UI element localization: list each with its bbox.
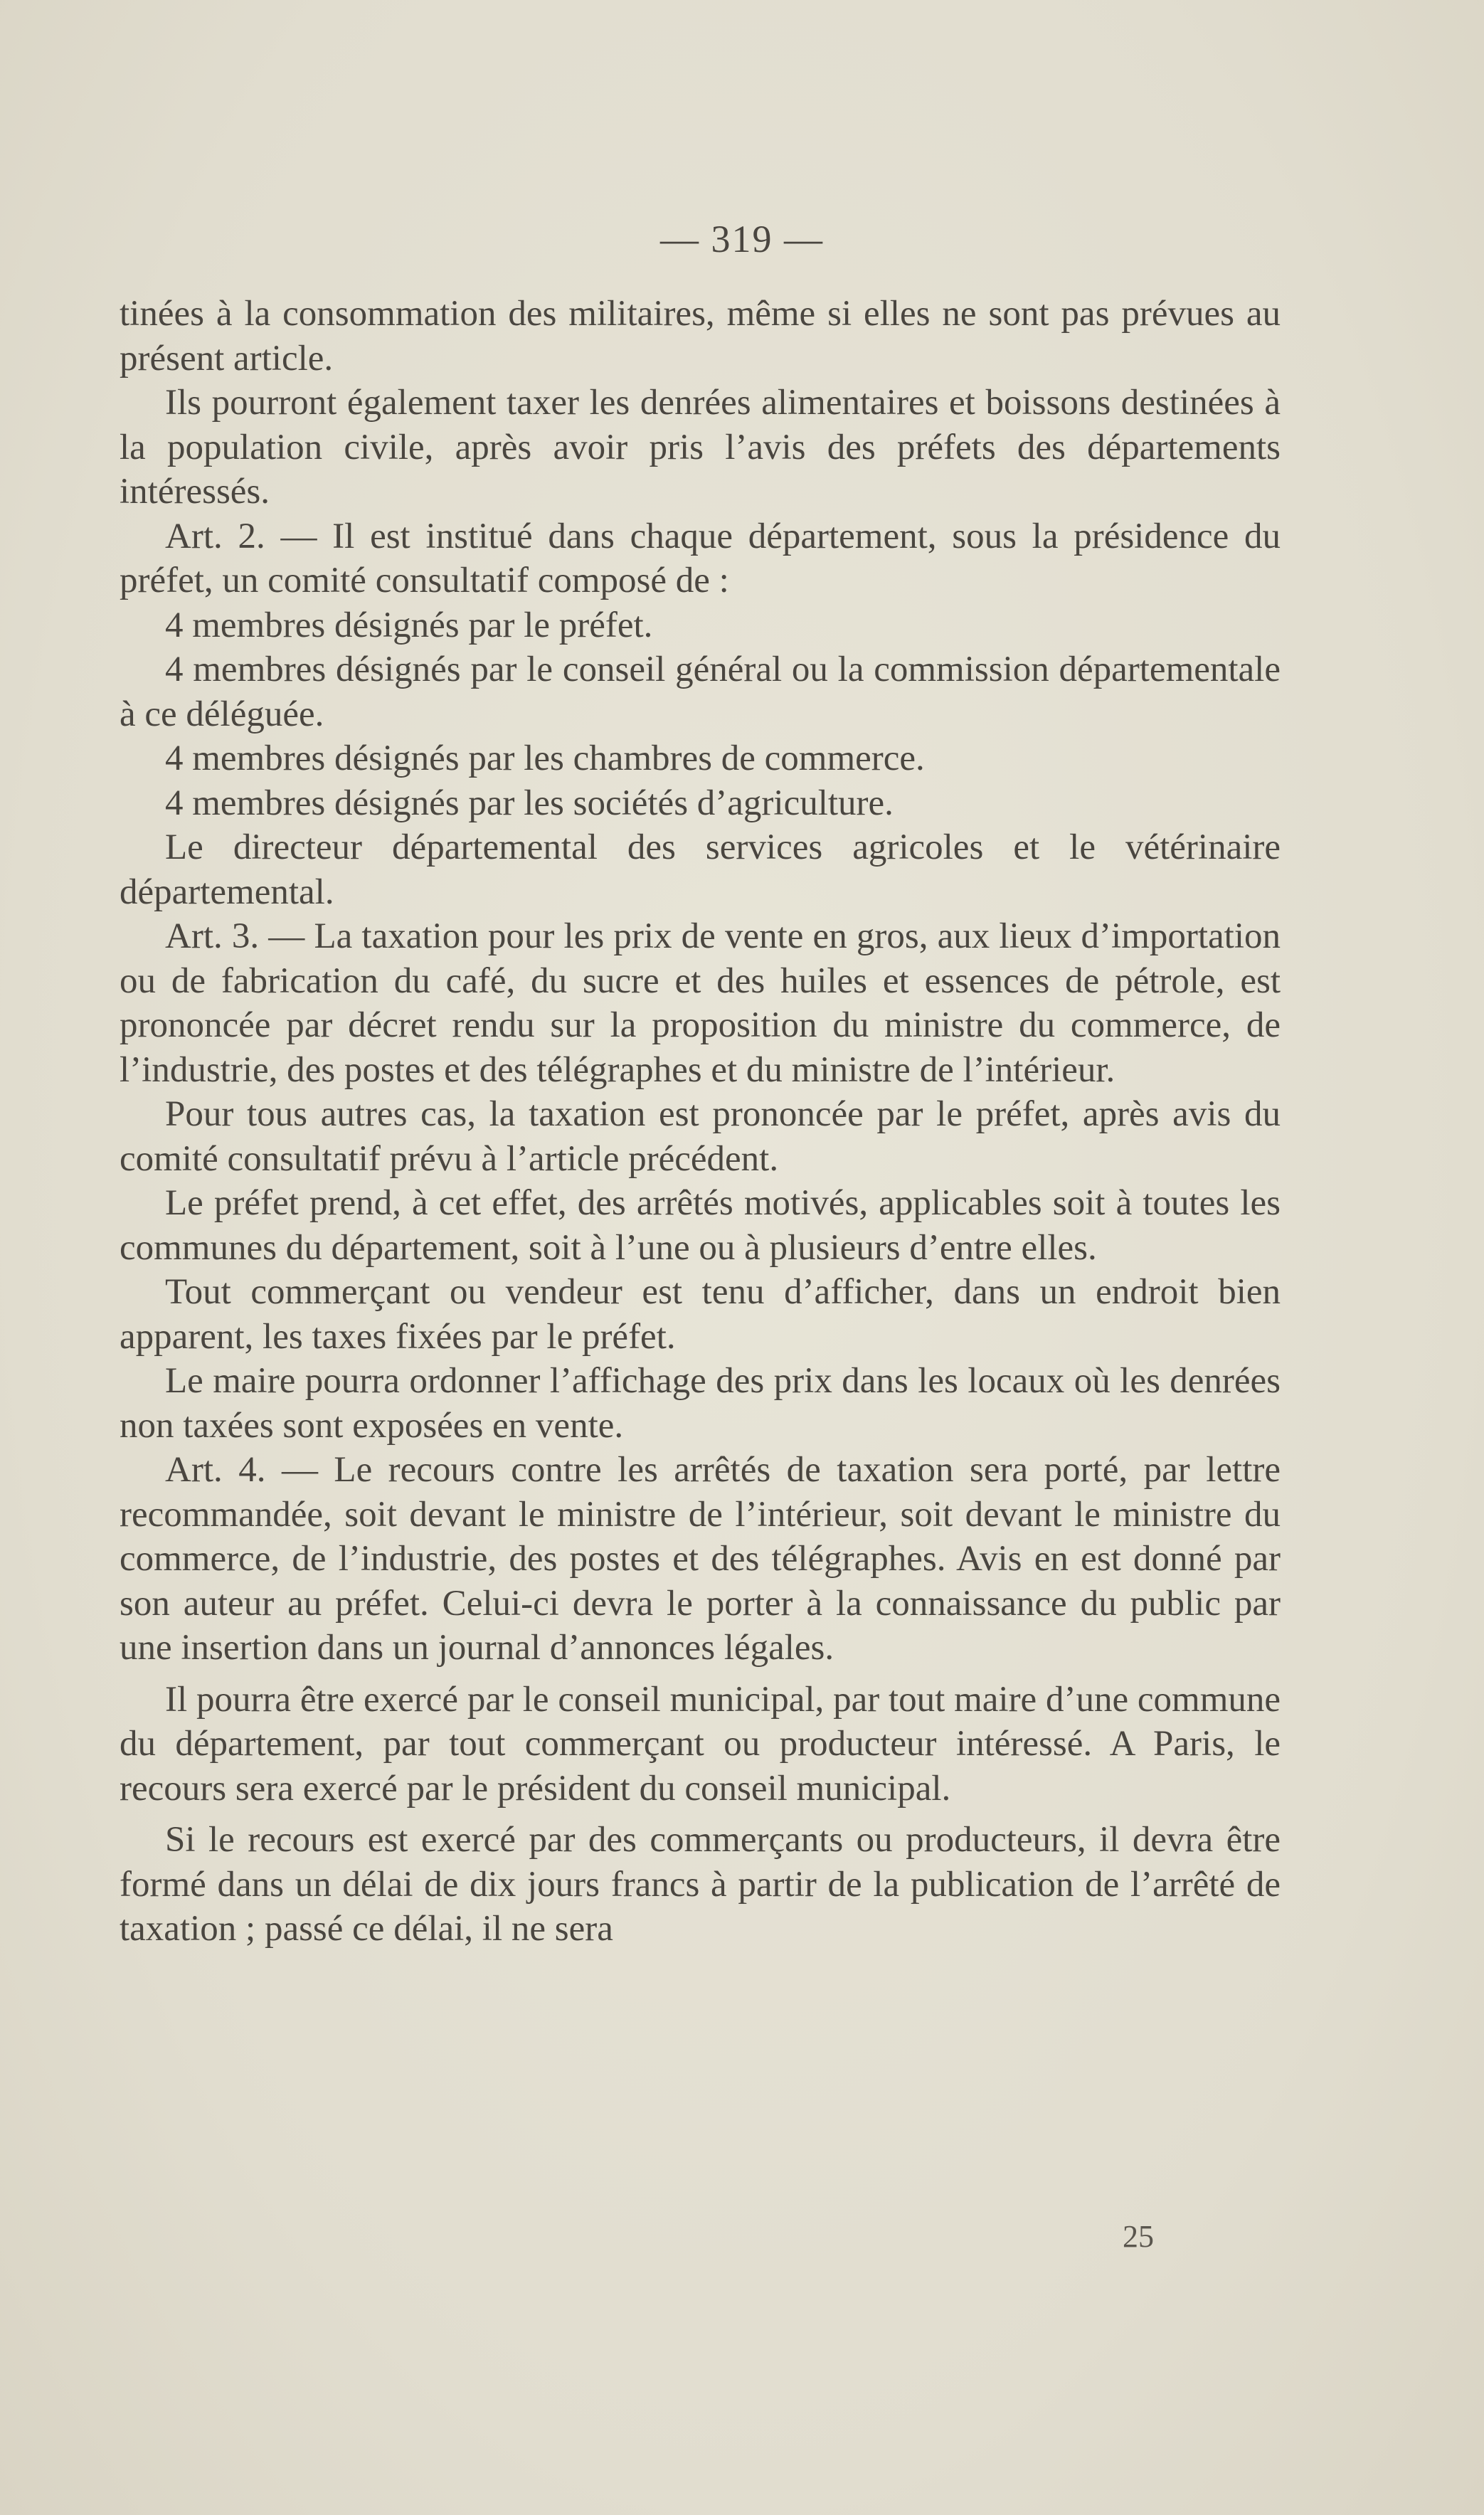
- paragraph-gap: [120, 1811, 1281, 1818]
- article-3-paragraph: Art. 3. — La taxation pour les prix de vente en gros, aux lieux d’importation ou de fabrication du café, du sucre et des huiles et essences de pétrole, est prononcée par décret rendu sur la proposition du ministre du commerce, de l’industrie, des postes et des télégraphes et du ministre de l’intérieur.: [120, 916, 1281, 1090]
- article-4-paragraph: Art. 4. — Le recours contre les arrêtés de taxation sera porté, par lettre recommandée, soit devant le ministre de l’intérieur, soit devant le ministre du commerce, de l’industrie, des postes et des télégraphes. Avis en est donné par son auteur au préfet. Celui-ci devra le porter à la connaissance du public par une insertion dans un journal d’annonces légales.: [120, 1450, 1281, 1668]
- paragraph: Pour tous autres cas, la taxation est prononcée par le préfet, après avis du comité consultatif prévu à l’article précédent.: [120, 1094, 1281, 1179]
- paragraph: tinées à la consommation des militaires, même si elles ne sont pas prévues au présent article.: [120, 294, 1281, 378]
- paragraph: Ils pourront également taxer les denrées alimentaires et boissons destinées à la population civile, après avoir pris l’avis des préfets des départements intéressés.: [120, 383, 1281, 512]
- list-item: 4 membres désignés par les chambres de commerce.: [165, 738, 925, 778]
- list-item: 4 membres désignés par les sociétés d’agriculture.: [165, 783, 894, 823]
- list-item: 4 membres désignés par le préfet.: [165, 605, 653, 645]
- paragraph-gap: [120, 1671, 1281, 1678]
- page-number: — 319 —: [660, 218, 824, 260]
- paragraph: Le préfet prend, à cet effet, des arrêtés motivés, applicables soit à toutes les communes du département, soit à l’une ou à plusieurs d’entre elles.: [120, 1183, 1281, 1268]
- article-2-paragraph: Art. 2. — Il est institué dans chaque département, sous la présidence du préfet, un comité consultatif composé de :: [120, 516, 1281, 600]
- paragraph: Tout commerçant ou vendeur est tenu d’afficher, dans un endroit bien apparent, les taxes fixées par le préfet.: [120, 1272, 1281, 1357]
- paragraph: Le maire pourra ordonner l’affichage des prix dans les locaux où les denrées non taxées sont exposées en vente.: [120, 1361, 1281, 1446]
- signature-mark: 25: [1123, 2219, 1154, 2254]
- list-item: Le directeur départemental des services agricoles et le vétérinaire départemental.: [120, 827, 1281, 912]
- paragraph: Il pourra être exercé par le conseil municipal, par tout maire d’une commune du département, par tout commerçant ou producteur intéressé. A Paris, le recours sera exercé par le président du conseil municipal.: [120, 1679, 1281, 1809]
- list-item: 4 membres désignés par le conseil général ou la commission départementale à ce déléguée.: [120, 650, 1281, 734]
- paragraph: Si le recours est exercé par des commerçants ou producteurs, il devra être formé dans un délai de dix jours francs à partir de la publication de l’arrêté de taxation ; passé ce délai, il ne sera: [120, 1820, 1281, 1949]
- body-text: [120, 292, 1281, 1952]
